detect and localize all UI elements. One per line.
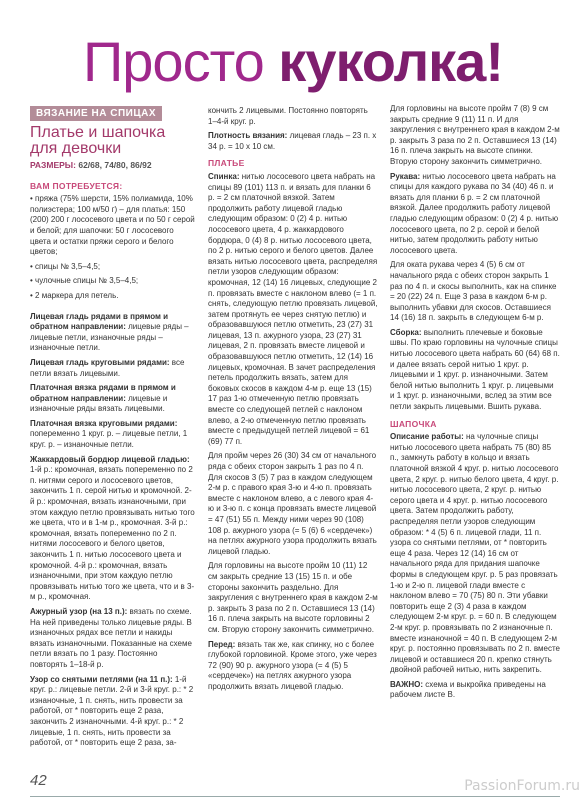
stitch-paragraph: Лицевая гладь круговыми рядами: все петли вязать лицевыми.: [30, 357, 185, 378]
column-3: [390, 104, 560, 705]
materials-item: • пряжа (75% шерсти, 15% полиамида, 10% полиэстера; 100 м/50 г) – для платья: 150 (200) 200 г лососевого цвета и по 50 г серой и белой; для шапочки: 50 г лососевого цвета и остатки пряжи серого и белого цветов;: [30, 194, 195, 257]
watermark: PassionForum.ru: [464, 778, 580, 794]
stitch-paragraph: Платочная вязка рядами в прямом и обратном направлении: лицевые и изнаночные ряды вязать лицевыми.: [30, 383, 176, 414]
page-title: Просто куколка!: [83, 30, 503, 93]
dress-heading: ПЛАТЬЕ: [208, 158, 245, 169]
text-paragraph: Спинка: нитью лососевого цвета набрать на спицы 89 (101) 113 п. и вязать для планки 6 р. = 2 см платочной вязкой. Затем продолжить работу лицевой гладью следующим образом: 0 (2) 4 р. нитью лососевого цвета, 4 р. жаккардового бордюра, 0 (4) 8 р. нитью лососевого цвета, по 2 р. нитью серого и белого цветов. Далее вязать нитью лососевого цвета, распределяя петли узоров следующим образом: кромочная, 12 (14) 16 лицевых, следующие 2 п. провязать вместе с наклоном влево (= 1 п. снять, следующую петлю провязать лицевой, затем протянуть ее через снятую петлю) и образовавшуюся петлю отметить, 23 (27) 31 лицевая, 13 п. ажурного узора, 23 (27) 31 лицевая, 2 п. провязать вместе лицевой и образовавшуюся петлю отметить, 12 (14) 16 лицевых, кромочная. В зачет распределения петель продолжить вязать, затем для боковых скосов в каждом 4-м р. еще 13 (15) 17 раз 1-ю отмеченную петлю провязать вместе со следующей петлей с наклоном влево, а 2-ю отмеченную петлю провязать вместе с предыдущей петлей лицевой = 61 (69) 77 п.: [208, 171, 378, 446]
text-paragraph: Для оката рукава через 4 (5) 6 см от начального ряда с обеих сторон закрыть 1 раз по 4 п. и скосы выполнить, как на спинке = 20 (22) 24 п. Еще 3 раза в каждом 6-м р. выполнить убавки для скосов. Оставшиеся 14 (16) 18 п. закрыть в следующем 6-м р.: [390, 260, 557, 323]
project-title: Платье и шапочка для девочки: [30, 124, 166, 157]
sizes-value: 62/68, 74/80, 86/92: [78, 160, 152, 170]
stitch-paragraph: Платочная вязка круговыми рядами: попеременно 1 круг. р. – лицевые петли, 1 круг. р. – изнаночные петли.: [30, 418, 188, 450]
sizes-line: [30, 160, 196, 171]
column-2: [208, 106, 378, 696]
materials-item: • чулочные спицы № 3,5–4,5;: [30, 276, 139, 286]
page-number: 42: [30, 772, 47, 789]
text-paragraph: Для пройм через 26 (30) 34 см от начального ряда с обеих сторон закрыть 1 раз по 4 п. Для скосов 3 (5) 7 раз в каждом следующем 2-м р. с правого края 3-ю и 4-ю п. провязать вместе с наклоном влево, а с левого края 4-ю и 3-ю п. с конца провязать вместе лицевой = 47 (51) 55 п. Между ними через 90 (108) 108 р. ажурного узора (= 5 (6) 6 «сердечек») на петлях ажурного узора продолжить вязать лицевой гладью.: [208, 451, 377, 556]
column-1: [30, 106, 196, 753]
text-paragraph: Для горловины на высоте пройм 7 (8) 9 см закрыть средние 9 (11) 11 п. И для закругления с внутреннего края в каждом 2-м р. закрыть 3 раза по 2 п. Оставшиеся 13 (14) 16 п. плеча закрыть на высоте спинки. Вторую сторону закончить симметрично.: [390, 104, 560, 166]
materials-item: • спицы № 3,5–4,5;: [30, 261, 101, 271]
text-paragraph: Сборка: выполнить плечевые и боковые швы. По краю горловины на чулочные спицы нитью лососевого цвета набрать 60 (64) 68 п. и далее вязать серой нитью 1 круг. р. лицевыми и 1 круг. р. изнаночными. Затем белой нитью выполнить 1 круг. р. лицевыми и 1 круг. р. изнаночными, вслед за этим все петли закрыть лицевыми. Вшить рукава.: [390, 327, 560, 412]
text-paragraph: Плотность вязания: лицевая гладь – 23 п. х 34 р. = 10 х 10 см.: [208, 131, 377, 151]
text-paragraph: Для горловины на высоте пройм 10 (11) 12 см закрыть средние 13 (15) 15 п. и обе стороны закончить раздельно. Для закругления с внутреннего края в каждом 2-м р. закрыть 3 раза по 2 п. Оставшиеся 13 (14) 16 п. плеча закрыть на высоте горловины 2 см. Вторую сторону закончить симметрично.: [208, 561, 378, 634]
section-badge: ВЯЗАНИЕ НА СПИЦАХ: [30, 106, 162, 121]
text-paragraph: ВАЖНО: схема и выкройка приведены на рабочем листе В.: [390, 679, 546, 700]
stitch-paragraph: Узор со снятыми петлями (на 11 п.): 1-й круг. р.: лицевые петли. 2-й и 3-й круг. р.: * 2 изнаночные, 1 п. снять, нить провести за работой, от * повторить еще 2 раза, закончить 2 изнаночными. 4-й круг. р.: * 2 лицевые, 1 п. снять, нить провести за работой, от * повторить еще 2 раза, за-: [30, 674, 194, 748]
sizes-label: РАЗМЕРЫ:: [30, 160, 76, 170]
text-paragraph: кончить 2 лицевыми. Постоянно повторять 1–4-й круг. р.: [208, 106, 368, 126]
footer-divider: [30, 796, 560, 797]
materials-heading: ВАМ ПОТРЕБУЕТСЯ:: [30, 180, 123, 191]
text-paragraph: Описание работы: на чулочные спицы нитью лососевого цвета набрать 75 (80) 85 п., замкнуть работу в кольцо и вязать платочной вязкой 4 круг. р. нитью лососевого цвета, 2 круг. р. нитью белого цвета, 4 круг. р. нитью лососевого цвета, 2 круг. р. нитью серого цвета и 4 круг. р. нитью лососевого цвета. Затем продолжить работу, распределяя петли узоров следующим образом: * 4 (5) 6 п. лицевой глади, 11 п. узора со снятыми петлями, от * повторить еще 4 раза. Через 12 (14) 16 см от начального ряда для придания шапочке формы в следующем круг. р. 5 раз провязать 1-ю и 2-ю п. лицевой глади вместе с наклоном влево = 70 (75) 80 п. Эти убавки повторить еще 2 (3) 4 раза в каждом следующем 2-м круг. р. = 60 п. В следующем 2-м круг. р. провязывать по 2 изнаночные п. вместе изнаночной = 40 п. В следующем 2-м круг. р. постоянно провязывать по 2 п. вместе лицевой и оставшиеся 20 п. крепко стянуть двойной рабочей нитью, нить закрепить.: [390, 432, 560, 675]
hat-heading: ШАПОЧКА: [390, 418, 437, 429]
stitch-paragraph: Ажурный узор (на 13 п.): вязать по схеме. На ней приведены только лицевые ряды. В изнаночных рядах все петли и накиды вязать изнаночными. Показанные на схеме петли вязать по 1 разу. Постоянно повторять 1–18-й р.: [30, 606, 192, 669]
stitch-paragraph: Лицевая гладь рядами в прямом и обратном направлении: лицевые ряды – лицевые петли, изнаночные ряды – изнаночные петли.: [30, 311, 189, 353]
stitch-paragraph: Жаккардовый бордюр лицевой гладью: 1-й р.: кромочная, вязать попеременно по 2 п. нитями серого и лососевого цветов, закончить 1 п. серой нитью и кромочной. 2-й р.: кромочная, вязать изнаночными, при этом каждую петлю провязывать нитью того же цвета, что и в 1-м р., кромочная. 3-й р.: кромочная, вязать попеременно по 2 п. нитями лососевого и белого цветов, закончить 1 п. нитью лососевого цвета и кромочной. 4-й р.: кромочная, вязать изнаночными, при этом каждую петлю провязывать нитью того же цвета, что и в 3-м р., кромочная.: [30, 454, 195, 602]
materials-item: • 2 маркера для петель.: [30, 290, 119, 300]
text-paragraph: Перед: вязать так же, как спинку, но с более глубокой горловиной. Кроме этого, уже через 72 (90) 90 р. ажурного узора (= 4 (5) 5 «сердечек») на петлях ажурного узора продолжить вязать лицевой гладью.: [208, 639, 377, 691]
text-paragraph: Рукава: нитью лососевого цвета набрать на спицы для каждого рукава по 34 (40) 46 п. и вязать для планки 6 р. = 2 см платочной вязкой. Далее продолжить работу лицевой гладью следующим образом: 0 (2) 4 р. нитью лососевого цвета, по 2 р. серой и белой нитью, затем продолжить работу нитью лососевого цвета.: [390, 171, 559, 255]
